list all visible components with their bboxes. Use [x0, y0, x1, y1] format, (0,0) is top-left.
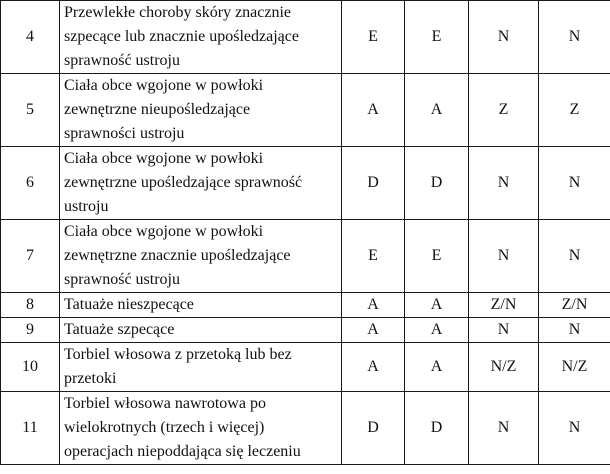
category-cell: A: [342, 318, 405, 343]
row-description: [60, 293, 342, 318]
category-cell: N: [539, 220, 610, 293]
category-cell: N: [469, 220, 539, 293]
category-cell: A: [405, 74, 469, 147]
description-line: Torbiel włosowa nawrotowa po: [64, 395, 266, 413]
description-line: sprawność ustroju: [64, 51, 180, 69]
row-description: [60, 74, 342, 147]
category-cell: A: [342, 343, 405, 392]
description-line: Tatuaże szpecące: [64, 321, 175, 339]
category-cell: E: [405, 1, 469, 74]
description-line: wielokrotnych (trzech i więcej): [64, 419, 265, 437]
category-cell: D: [342, 392, 405, 465]
category-cell: D: [342, 147, 405, 220]
category-cell: A: [405, 343, 469, 392]
row-number: 11: [1, 392, 60, 465]
description-line: ustroju: [64, 197, 109, 215]
category-cell: A: [342, 293, 405, 318]
row-number: 6: [1, 147, 60, 220]
category-cell: D: [405, 392, 469, 465]
row-description: [60, 1, 342, 74]
description-line: Ciała obce wgojone w powłoki: [64, 77, 264, 95]
row-number: 10: [1, 343, 60, 392]
category-cell: N: [469, 318, 539, 343]
category-cell: A: [342, 74, 405, 147]
category-cell: A: [405, 318, 469, 343]
table-row: [1, 343, 610, 392]
row-number: 9: [1, 318, 60, 343]
category-cell: N: [469, 1, 539, 74]
category-cell: N/Z: [539, 343, 610, 392]
category-cell: E: [405, 220, 469, 293]
description-line: Tatuaże nieszpecące: [64, 296, 194, 314]
description-line: Ciała obce wgojone w powłoki: [64, 223, 264, 241]
row-number: 7: [1, 220, 60, 293]
category-cell: N/Z: [469, 343, 539, 392]
category-cell: N: [539, 147, 610, 220]
description-line: Ciała obce wgojone w powłoki: [64, 150, 264, 168]
category-cell: Z/N: [469, 293, 539, 318]
category-cell: Z: [469, 74, 539, 147]
description-line: zewnętrzne nieupośledzające: [64, 101, 251, 119]
category-cell: A: [405, 293, 469, 318]
category-cell: E: [342, 1, 405, 74]
category-cell: Z/N: [539, 293, 610, 318]
row-description: [60, 392, 342, 465]
category-cell: N: [469, 147, 539, 220]
category-cell: Z: [539, 74, 610, 147]
table-body: [1, 1, 610, 465]
row-description: [60, 343, 342, 392]
description-line: zewnętrzne upośledzające sprawność: [64, 174, 303, 192]
row-number: 8: [1, 293, 60, 318]
table-row: [1, 147, 610, 220]
category-cell: E: [342, 220, 405, 293]
category-cell: N: [539, 392, 610, 465]
table-row: [1, 1, 610, 74]
table-row: [1, 318, 610, 343]
description-line: sprawności ustroju: [64, 124, 185, 142]
table-row: [1, 293, 610, 318]
row-number: 4: [1, 1, 60, 74]
category-cell: N: [539, 318, 610, 343]
row-description: [60, 147, 342, 220]
category-cell: N: [539, 1, 610, 74]
category-cell: N: [469, 392, 539, 465]
description-line: przetoki: [64, 370, 117, 387]
description-line: operacjach niepoddająca się leczeniu: [64, 442, 301, 460]
table-row: [1, 220, 610, 293]
description-line: szpecące lub znacznie upośledzające: [64, 28, 299, 46]
description-line: zewnętrzne znacznie upośledzające: [64, 247, 291, 265]
table-row: [1, 74, 610, 147]
row-number: 5: [1, 74, 60, 147]
description-line: Przewlekłe choroby skóry znacznie: [64, 4, 292, 22]
category-cell: D: [405, 147, 469, 220]
table-row: [1, 392, 610, 465]
description-line: Torbiel włosowa z przetoką lub bez: [64, 346, 292, 364]
description-line: sprawność ustroju: [64, 270, 180, 288]
row-description: [60, 318, 342, 343]
row-description: [60, 220, 342, 293]
